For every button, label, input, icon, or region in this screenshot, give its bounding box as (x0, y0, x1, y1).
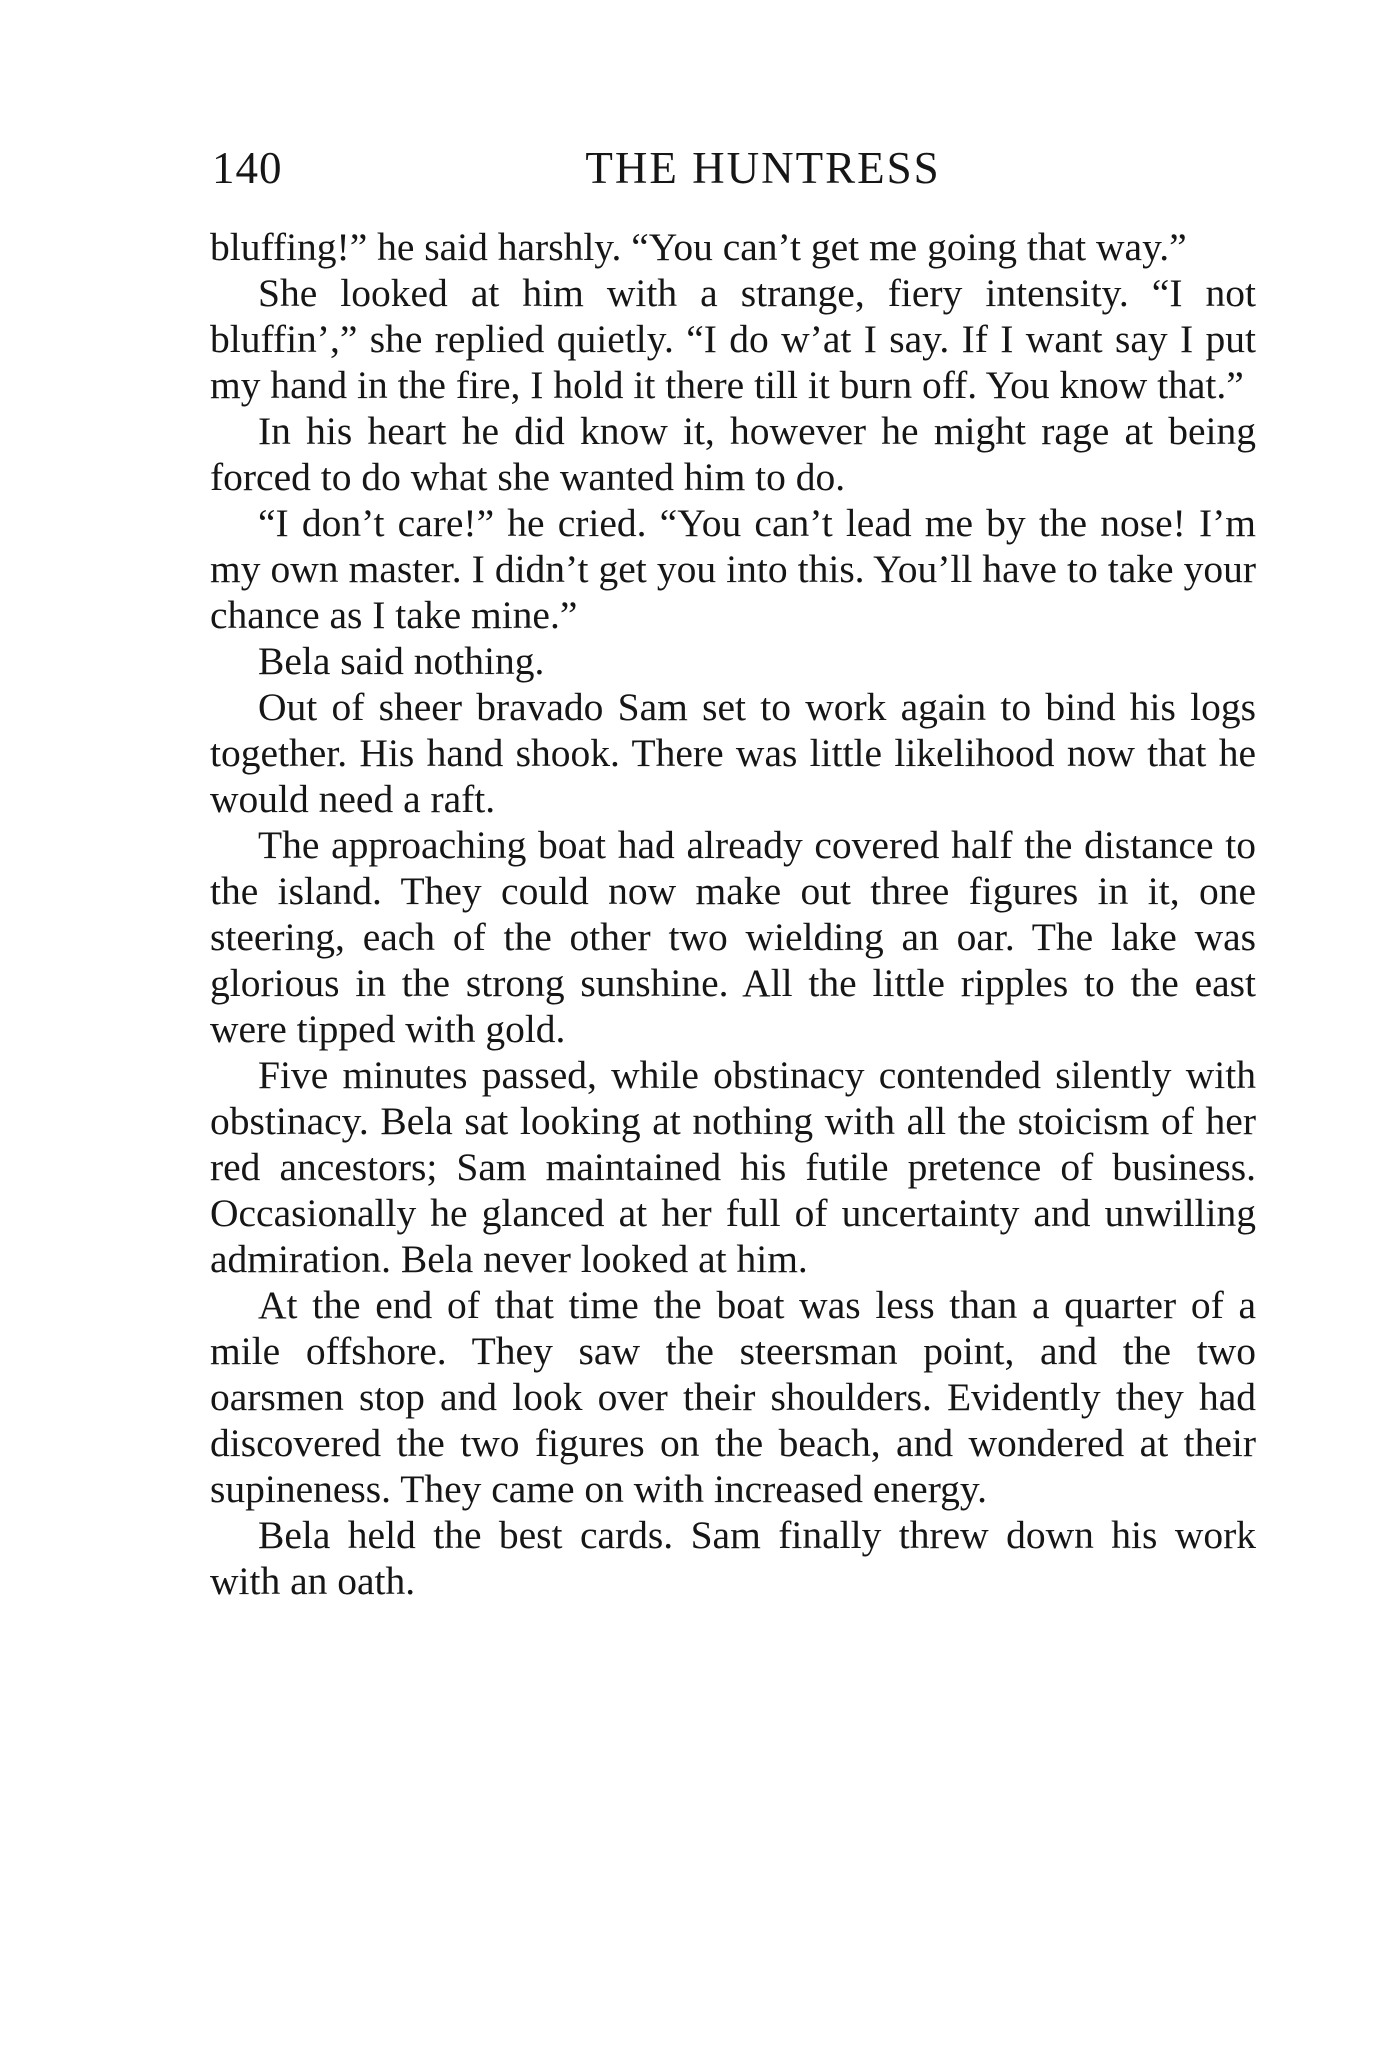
paragraph-6: Out of sheer bravado Sam set to work again to bind his logs together. His hand shook. There was little likelihood now that he would need a raft. (210, 685, 1256, 821)
paragraph-1: bluffing!” he said harshly. “You can’t get me going that way.” (210, 225, 1187, 269)
paragraph-2: She looked at him with a strange, fiery intensity. “I not bluffin’,” she replied quietly. “I do w’at I say. If I want say I put my hand in the fire, I hold it there till it burn off. You know that.” (210, 271, 1256, 407)
paragraph-4: “I don’t care!” he cried. “You can’t lead me by the nose! I’m my own master. I didn’t get you into this. You’ll have to take your chance as I take mine.” (210, 501, 1256, 637)
paragraph-9: At the end of that time the boat was less than a quarter of a mile offshore. They saw the steersman point, and the two oarsmen stop and look over their shoulders. Evidently they had discovered the two figures on the beach, and wondered at their supineness. They came on with increased energy. (210, 1283, 1256, 1511)
page-number: 140 (212, 143, 283, 193)
page-header (212, 138, 1254, 198)
paragraph-8: Five minutes passed, while obstinacy contended silently with obstinacy. Bela sat looking at nothing with all the stoicism of her red ancestors; Sam maintained his futile pretence of business. Occasionally he glanced at her full of uncertainty and unwilling admiration. Bela never looked at him. (210, 1053, 1256, 1281)
paragraph-7: The approaching boat had already covered half the distance to the island. They could now make out three figures in it, one steering, each of the other two wielding an oar. The lake was glorious in the strong sunshine. All the little ripples to the east were tipped with gold. (210, 823, 1256, 1051)
running-title: THE HUNTRESS (585, 143, 941, 193)
paragraph-3: In his heart he did know it, however he might rage at being forced to do what she wanted him to do. (210, 409, 1256, 499)
paragraph-10: Bela held the best cards. Sam finally threw down his work with an oath. (210, 1513, 1256, 1603)
paragraph-5: Bela said nothing. (258, 639, 545, 683)
body-text (210, 224, 1256, 1604)
